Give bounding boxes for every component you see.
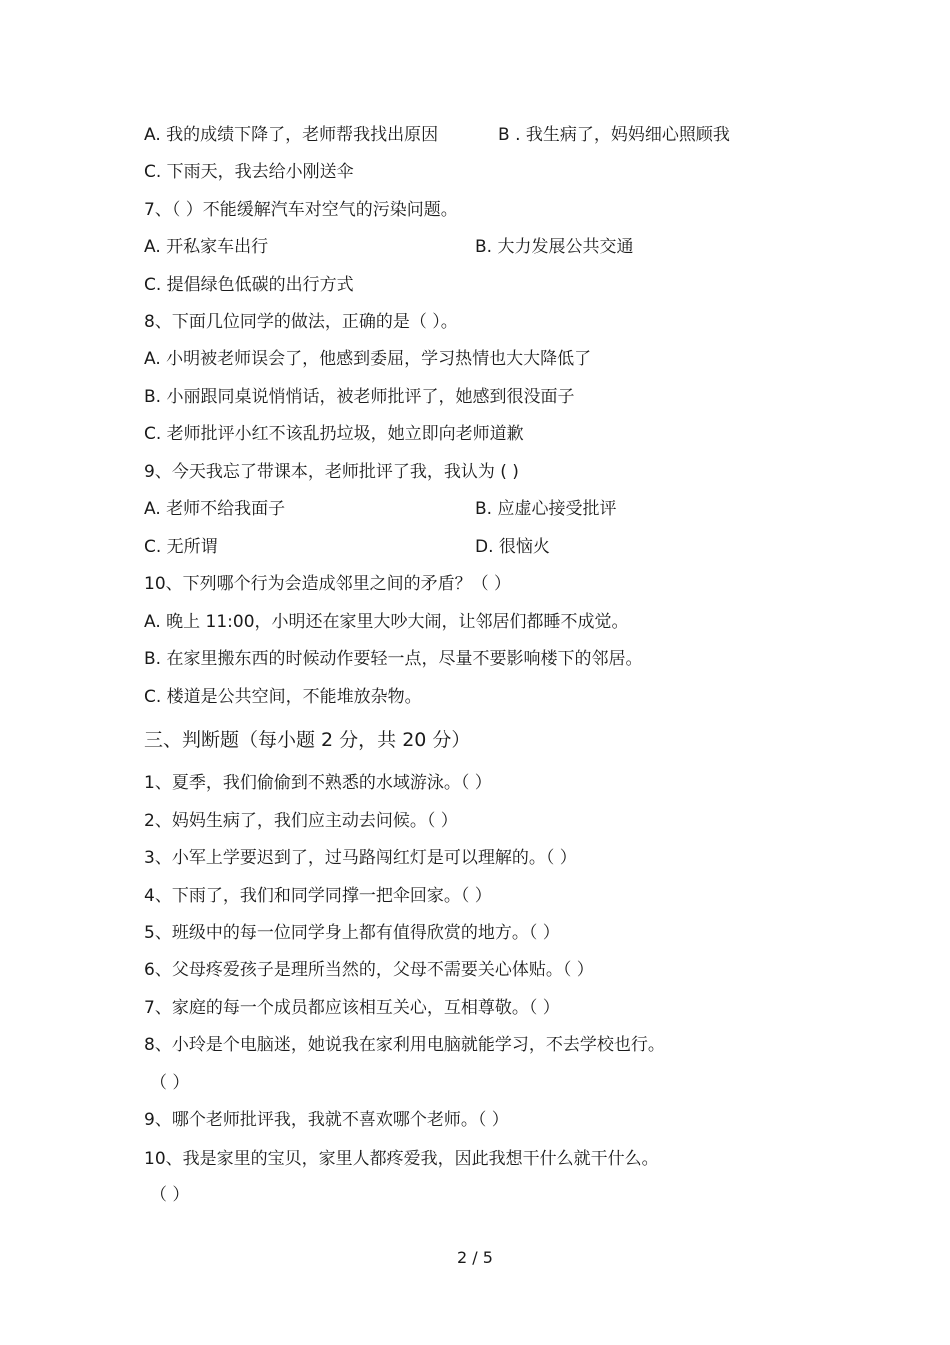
q10-option-b: B. 在家里搬东西的时候动作要轻一点，尽量不要影响楼下的邻居。 <box>144 649 643 669</box>
judgment-item-5: 5、班级中的每一位同学身上都有值得欣赏的地方。（ ） <box>144 923 560 943</box>
judgment-item-1: 1、夏季，我们偷偷到不熟悉的水域游泳。（ ） <box>144 773 492 793</box>
q8-option-b: B. 小丽跟同桌说悄悄话，被老师批评了，她感到很没面子 <box>144 387 575 407</box>
q10-stem: 10、下列哪个行为会造成邻里之间的矛盾？（ ） <box>144 574 512 594</box>
judgment-item-6: 6、父母疼爱孩子是理所当然的，父母不需要关心体贴。（ ） <box>144 960 594 980</box>
q7-option-a: A. 开私家车出行 <box>144 237 269 257</box>
section-3-heading: 三、判断题（每小题 2 分，共 20 分） <box>144 729 471 751</box>
q8-option-a: A. 小明被老师误会了，他感到委屈，学习热情也大大降低了 <box>144 349 592 369</box>
q8-stem: 8、下面几位同学的做法，正确的是（ ）。 <box>144 312 458 332</box>
judgment-item-10: 10、我是家里的宝贝，家里人都疼爱我，因此我想干什么就干什么。 <box>144 1149 659 1169</box>
q7-option-c: C. 提倡绿色低碳的出行方式 <box>144 275 354 295</box>
q6-option-a: A. 我的成绩下降了，老师帮我找出原因 <box>144 125 439 145</box>
judgment-item-10-answer: （ ） <box>150 1185 190 1205</box>
judgment-item-4: 4、下雨了，我们和同学同撑一把伞回家。（ ） <box>144 886 492 906</box>
q6-option-b: B . 我生病了，妈妈细心照顾我 <box>498 125 730 145</box>
q9-stem: 9、今天我忘了带课本，老师批评了我，我认为 ( ) <box>144 462 519 482</box>
judgment-item-8-answer: （ ） <box>150 1073 190 1093</box>
q9-option-c: C. 无所谓 <box>144 537 218 557</box>
judgment-item-7: 7、家庭的每一个成员都应该相互关心，互相尊敬。（ ） <box>144 998 560 1018</box>
q7-option-b: B. 大力发展公共交通 <box>475 237 634 257</box>
judgment-item-2: 2、妈妈生病了，我们应主动去问候。（ ） <box>144 811 458 831</box>
page-number: 2 / 5 <box>457 1248 493 1267</box>
q9-option-a: A. 老师不给我面子 <box>144 499 286 519</box>
judgment-item-9: 9、哪个老师批评我，我就不喜欢哪个老师。（ ） <box>144 1110 509 1130</box>
q10-option-c: C. 楼道是公共空间，不能堆放杂物。 <box>144 687 422 707</box>
q6-option-c: C. 下雨天，我去给小刚送伞 <box>144 162 354 182</box>
q10-option-a: A. 晚上 11:00，小明还在家里大吵大闹，让邻居们都睡不成觉。 <box>144 612 629 632</box>
q8-option-c: C. 老师批评小红不该乱扔垃圾，她立即向老师道歉 <box>144 424 524 444</box>
q9-option-d: D. 很恼火 <box>475 537 550 557</box>
judgment-item-8: 8、小玲是个电脑迷，她说我在家利用电脑就能学习，不去学校也行。 <box>144 1035 665 1055</box>
q7-stem: 7、（ ）不能缓解汽车对空气的污染问题。 <box>144 200 458 220</box>
judgment-item-3: 3、小军上学要迟到了，过马路闯红灯是可以理解的。（ ） <box>144 848 577 868</box>
q9-option-b: B. 应虚心接受批评 <box>475 499 617 519</box>
